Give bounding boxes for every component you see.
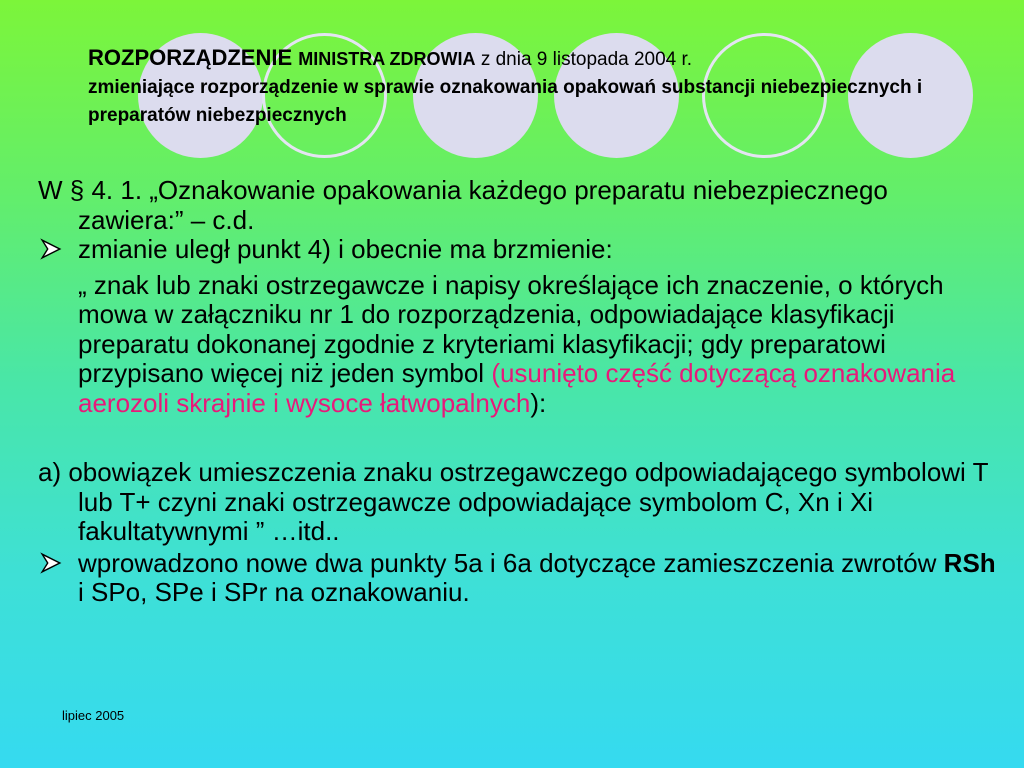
title-regulation: ROZPORZĄDZENIE [88,45,299,70]
bullet-item-2 [38,549,998,608]
bullet-item-1-text: zmianie uległ punkt 4) i obecnie ma brzmienie: [78,234,613,264]
title-subject: zmieniające rozporządzenie w sprawie oznakowania opakowań substancji niebezpiecznych i preparatów niebezpiecznych [88,77,923,126]
bullet-item-2-bold: RSh [943,547,996,578]
paragraph-a: a) obowiązek umieszczenia znaku ostrzegawczego odpowiadającego symbolowi T lub T+ czyni znaki ostrzegawcze odpowiadające symbolom C, Xn i Xi fakultatywnymi ” …itd.. [38,457,989,546]
title-date: z dnia 9 listopada 2004 r. [475,49,693,70]
bullet-item-1 [38,235,998,265]
bullet-item-2-text-end: i SPo, SPe i SPr na oznakowaniu. [78,577,470,607]
bullet-item-2-text-start: wprowadzono nowe dwa punkty 5a i 6a dotyczące zamieszczenia zwrotów [78,547,944,578]
slide-title [88,44,968,130]
removed-part-note: (usunięto część dotyczącą oznakowania aerozoli skrajnie i wysoce łatwopalnych [78,358,956,418]
quoted-provision-text: „ znak lub znaki ostrzegawcze i napisy określające ich znaczenie, o których mowa w załączniku nr 1 do rozporządzenia, odpowiadające klasyfikacji preparatu dokonanej zgodnie z kryteriami klasyfikacji; gdy preparatowi przypisano więcej niż jeden symbol [78,269,944,388]
quoted-provision-end: ): [530,387,547,418]
arrowhead-bullet-icon [40,552,62,574]
footer-date: lipiec 2005 [62,708,125,723]
quoted-provision [38,271,998,419]
arrowhead-bullet-icon [40,238,62,260]
paragraph-section-4: W § 4. 1. „Oznakowanie opakowania każdego preparatu niebezpiecznego zawiera:” – c.d. [38,175,888,235]
slide-body [38,176,998,608]
title-ministry: MINISTRA ZDROWIA [298,49,476,69]
